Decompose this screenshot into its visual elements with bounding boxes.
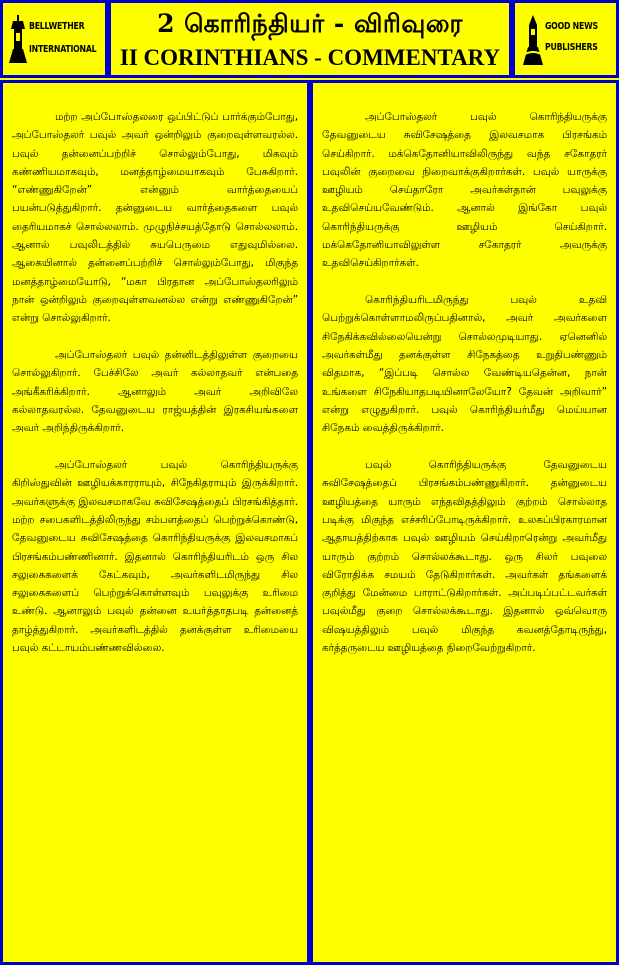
left-logo-line-2: INTERNATIONAL bbox=[29, 44, 97, 55]
left-paragraph-1: மற்ற அப்போஸ்தலரை ஒப்பிட்டுப் பார்க்கும்போது, அப்போஸ்தலர் பவுல் அவர் ஒன்றிலும் குறைவுள்ளவரல்ல. பவுல் தன்னைப்பற்றிச் சொல்லும்போது, மிகவும் கண்ணியமாகவும், மனத்தாழ்மையாகவும் பேசுகிறார். “எண்ணுகிறேன்” என்னும் வார்த்தையைப் பயன்படுத்துகிறார். தன்னுடைய வார்த்தைகளை பவுல் தைரியமாகச் சொல்லலாம். முழுநிச்சயத்தோடு சொல்லலாம். ஆனால் பவுலிடத்தில் சுயபெருமை எதுவுமில்லை. ஆகையினால் தன்னைப்பற்றிச் சொல்லும்போது, மிகுந்த மனத்தாழ்மையோடு, “மகா பிரதான அப்போஸ்தலரிலும் நான் ஒன்றிலும் குறைவுள்ளவனல்ல என்று எண்ணுகிறேன்” என்று சொல்லுகிறார். bbox=[12, 111, 298, 325]
good-news-logo-icon bbox=[515, 3, 616, 75]
right-logo-line-2: PUBLISHERS bbox=[545, 42, 598, 53]
left-logo-box bbox=[0, 0, 108, 78]
right-logo-line-1: GOOD NEWS bbox=[545, 21, 598, 32]
left-paragraph-3: அப்போஸ்தலர் பவுல் கொரிந்தியருக்கு கிறிஸ்துவின் ஊழியக்காரராயும், சிநேகிதராயும் இருக்கிறார். அவர்களுக்கு இலவசமாகவே சுவிசேஷத்தைப் பிரசங்கித்தார். மற்ற சபைகளிடத்திலிருந்து சம்பளத்தைப் பெற்றுக்கொண்டு, தேவனுடைய சுவிசேஷத்தை கொரிந்தியருக்கு இலவசமாகப் பிரசங்கம்பண்ணினார். இதனால் கொரிந்தியரிடம் ஒரு சில சலுகைகளைக் கேட்கவும், அவர்களிடமிருந்து சில சலுகைகளைப் பெற்றுக்கொள்ளவும் பவுலுக்கு உரிமை உண்டு. ஆனாலும் பவுல் தன்னை உயர்த்தாதபடி தன்னைத் தாழ்த்துகிறார். அவர்களிடத்தில் தனக்குள்ள உரிமையை பவுல் கட்டாயம்பண்ணவில்லை. bbox=[12, 459, 298, 655]
bellwether-logo-icon bbox=[3, 3, 105, 75]
right-column bbox=[310, 80, 619, 965]
page-title-tamil: 2 கொரிந்தியர் - விரிவுரை bbox=[157, 9, 463, 38]
right-paragraph-3: பவுல் கொரிந்தியருக்கு தேவனுடைய சுவிசேஷத்தைப் பிரசங்கம்பண்ணுகிறார். தன்னுடைய ஊழியத்தை யாரும் எந்தவிதத்திலும் குற்றம் சொல்லாத படிக்கு மிகுந்த எச்சரிப்போடிருக்கிறார். உலகப்பிரகாரமான ஆதாயத்திற்காக பவுல் ஊழியம் செய்கிறாரென்று அவர்மீது யாரும் குற்றம் சொல்லக்கூடாது. ஒரு சிலர் பவுலை விரோதிக்க சமயம் தேடுகிறார்கள். அவர்கள் தங்களைக் குறித்து மேன்மை பாராட்டுகிறார்கள். அப்படிப்பட்டவர்கள் பவுல்மீது குறை சொல்லக்கூடாது. இதனால் ஒவ்வொரு விஷயத்திலும் பவுல் மிகுந்த கவனத்தோடிருந்து, கர்த்தருடைய ஊழியத்தை நிறைவேற்றுகிறார். bbox=[322, 459, 607, 655]
right-paragraph-1: அப்போஸ்தலர் பவுல் கொரிந்தியருக்கு தேவனுடைய சுவிசேஷத்தை இலவசமாக பிரசங்கம் செய்கிறார். மக்கெதோனியாவிலிருந்து வந்த சகோதரர் பவுலின் குறைவை நிறைவாக்குகிறார்கள். பவுல் யாருக்கு ஊழியம் செய்தாரோ அவர்கள்தான் பவுலுக்கு உதவிசெய்யவேண்டும். ஆனால் இங்கோ பவுல் கொரிந்தியருக்கு ஊழியம் செய்கிறார். மக்கெதோனியாவிலுள்ள சகோதரர் அவருக்கு உதவிசெய்கிறார்கள். bbox=[322, 111, 607, 270]
bell-tower-icon bbox=[9, 15, 27, 63]
title-box bbox=[108, 0, 512, 78]
right-logo-box bbox=[512, 0, 619, 78]
left-logo-line-1: BELLWETHER bbox=[29, 21, 85, 32]
left-paragraph-2: அப்போஸ்தலர் பவுல் தன்னிடத்திலுள்ள குறையை சொல்லுகிறார். பேச்சிலே அவர் கல்லாதவர் என்பதை அங்கீகரிக்கிறார். ஆனாலும் அவர் அறிவிலே கல்லாதவரல்ல. தேவனுடைய ராஜ்யத்தின் இரகசியங்களை அவர் அறிந்திருக்கிறார். bbox=[12, 349, 298, 435]
page-title-english: II CORINTHIANS - COMMENTARY bbox=[119, 45, 501, 70]
tower-icon bbox=[523, 15, 543, 65]
left-column bbox=[0, 80, 310, 965]
right-paragraph-2: கொரிந்தியரிடமிருந்து பவுல் உதவி பெற்றுக்கொள்ளாமலிருப்பதினால், அவர் அவர்களை சிநேகிக்கவில்லையென்று சொல்லமுடியாது. ஏனெனில் அவர்கள்மீது தனக்குள்ள சிநேகத்தை உறுதிபண்ணும் விதமாக, “இப்படி சொல்ல வேண்டியதென்ன, நான் உங்களை சிநேகியாதபடியினாலேயோ? தேவன் அறிவார்” என்று எழுதுகிறார். பவுல் கொரிந்தியர்மீது மெய்யான சிநேகம் வைத்திருக்கிறார். bbox=[322, 294, 607, 435]
